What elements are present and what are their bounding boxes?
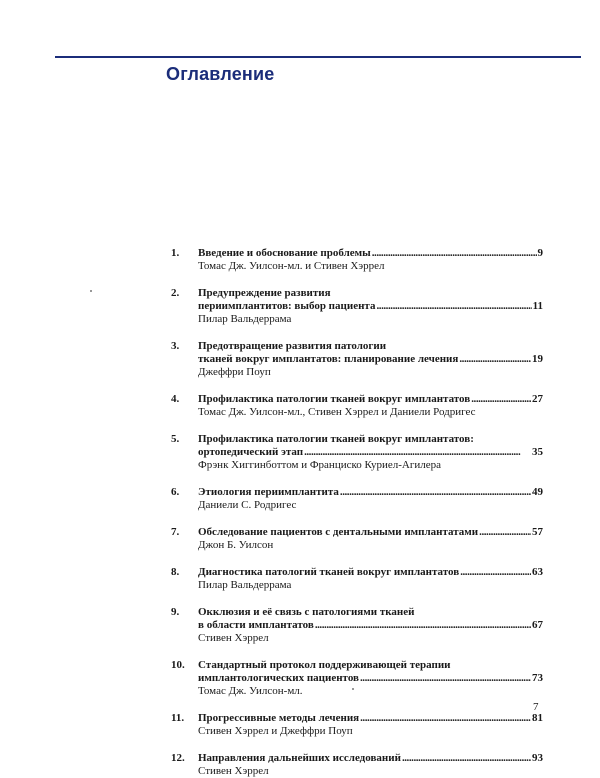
toc-entry — [171, 393, 543, 419]
toc-entry — [171, 659, 543, 698]
dot-leader — [340, 486, 531, 499]
dot-leader — [315, 619, 531, 632]
toc-entry-title-line — [198, 526, 543, 539]
toc-entry-title-line — [198, 446, 543, 459]
toc-entry — [171, 526, 543, 552]
toc-entry-authors: Томас Дж. Уилсон-мл. — [198, 685, 303, 697]
toc-entry-authors: Пилар Вальдеррама — [198, 313, 292, 325]
toc-entry-authors: Фрэнк Хиггинботтом и Франциско Куриел-Агилера — [198, 459, 442, 471]
toc-entry-title: ортопедический этап — [198, 446, 304, 458]
toc-entry-page: 67 — [532, 619, 543, 631]
toc-entry-page: 35 — [532, 446, 543, 458]
toc-entry-authors: Стивен Хэррел — [198, 765, 269, 777]
dot-leader — [372, 247, 537, 260]
toc-entry-page: 63 — [532, 566, 543, 578]
toc-entry-body — [198, 752, 543, 778]
toc-entry-authors: Джон Б. Уилсон — [198, 539, 274, 551]
toc-entry-title-line — [198, 300, 543, 313]
toc-entry-title-line: Стандартный протокол поддерживающей терапии — [198, 659, 451, 671]
table-of-contents — [171, 247, 543, 778]
scan-speck — [352, 688, 354, 690]
dot-leader — [376, 300, 531, 313]
toc-entry-page: 49 — [532, 486, 543, 498]
toc-entry-title-line: Предотвращение развития патологии — [198, 340, 387, 352]
toc-entry-title-line — [198, 712, 543, 725]
toc-entry-authors: Томас Дж. Уилсон-мл. и Стивен Хэррел — [198, 260, 385, 272]
toc-entry-page: 81 — [532, 712, 543, 724]
toc-entry-body — [198, 712, 543, 738]
dot-leader — [479, 526, 531, 539]
dot-leader — [459, 353, 531, 366]
toc-entry — [171, 247, 543, 273]
toc-entry — [171, 752, 543, 778]
toc-entry-number: 10. — [171, 659, 185, 671]
toc-entry-title-line — [198, 619, 543, 632]
toc-entry-body — [198, 526, 543, 552]
toc-entry-title: Этиология периимплантита — [198, 486, 339, 498]
toc-entry-title-line: Окклюзия и её связь с патологиями тканей — [198, 606, 415, 618]
toc-entry-authors: Даниели С. Родригес — [198, 499, 297, 511]
dot-leader — [360, 672, 531, 685]
scan-speck — [90, 290, 92, 292]
toc-entry-authors: Пилар Вальдеррама — [198, 579, 292, 591]
toc-entry — [171, 606, 543, 645]
toc-entry-title: периимплантитов: выбор пациента — [198, 300, 376, 312]
toc-entry-number: 9. — [171, 606, 180, 618]
toc-entry-page: 73 — [532, 672, 543, 684]
toc-entry — [171, 287, 543, 326]
dot-leader — [360, 712, 531, 725]
toc-entry-title-line — [198, 486, 543, 499]
toc-entry-page: 27 — [532, 393, 543, 405]
toc-entry — [171, 340, 543, 379]
toc-entry-body — [198, 659, 543, 698]
toc-entry-title-line: Профилактика патологии тканей вокруг имплантатов: — [198, 433, 474, 445]
toc-entry-body — [198, 340, 543, 379]
toc-entry-number: 8. — [171, 566, 180, 578]
toc-entry-body — [198, 433, 543, 472]
toc-entry-authors: Джеффри Поуп — [198, 366, 271, 378]
toc-entry-page: 93 — [532, 752, 543, 764]
toc-entry-body — [198, 393, 543, 419]
toc-entry — [171, 566, 543, 592]
dot-leader — [471, 393, 531, 406]
toc-entry-body — [198, 486, 543, 512]
toc-entry-page: 19 — [532, 353, 543, 365]
toc-entry-body — [198, 606, 543, 645]
toc-entry-number: 11. — [171, 712, 185, 724]
header-rule — [55, 56, 581, 58]
toc-entry-title: Профилактика патологии тканей вокруг имплантатов — [198, 393, 471, 405]
toc-entry — [171, 433, 543, 472]
toc-entry-number: 1. — [171, 247, 180, 259]
toc-entry-number: 12. — [171, 752, 185, 764]
toc-entry-number: 6. — [171, 486, 180, 498]
toc-entry-number: 7. — [171, 526, 180, 538]
toc-entry-title: имплантологических пациентов — [198, 672, 359, 684]
toc-entry-body — [198, 287, 543, 326]
toc-entry-number: 3. — [171, 340, 180, 352]
toc-entry-title: Диагностика патологий тканей вокруг имплантатов — [198, 566, 460, 578]
toc-entry-title-line — [198, 752, 543, 765]
toc-entry — [171, 486, 543, 512]
toc-entry-title: в области имплантатов — [198, 619, 314, 631]
toc-entry-title-line — [198, 247, 543, 260]
toc-entry-number: 4. — [171, 393, 180, 405]
toc-entry-title-line — [198, 672, 543, 685]
toc-entry-title: тканей вокруг имплантатов: планирование лечения — [198, 353, 459, 365]
toc-entry-body — [198, 566, 543, 592]
toc-entry-page: 57 — [532, 526, 543, 538]
toc-entry-title-line — [198, 566, 543, 579]
toc-entry-title: Прогрессивные методы лечения — [198, 712, 360, 724]
toc-entry-authors: Томас Дж. Уилсон-мл., Стивен Хэррел и Даниели Родригес — [198, 406, 476, 418]
toc-entry-page: 11 — [532, 300, 543, 312]
toc-entry-title-line: Предупреждение развития — [198, 287, 331, 299]
toc-entry-authors: Стивен Хэррел — [198, 632, 269, 644]
dot-leader — [460, 566, 531, 579]
toc-entry-title: Введение и обоснование проблемы — [198, 247, 371, 259]
toc-entry — [171, 712, 543, 738]
toc-entry-body — [198, 247, 543, 273]
toc-entry-title-line — [198, 393, 543, 406]
toc-entry-title: Обследование пациентов с дентальными имплантатами — [198, 526, 479, 538]
page-title: Оглавление — [166, 64, 275, 84]
toc-entry-title: Направления дальнейших исследований — [198, 752, 401, 764]
toc-entry-number: 2. — [171, 287, 180, 299]
toc-entry-number: 5. — [171, 433, 180, 445]
dot-leader — [402, 752, 531, 765]
dot-leader — [304, 446, 531, 459]
toc-entry-authors: Стивен Хэррел и Джеффри Поуп — [198, 725, 353, 737]
toc-entry-title-line — [198, 353, 543, 366]
toc-entry-page: 9 — [537, 247, 543, 259]
page-number: 7 — [533, 701, 539, 713]
